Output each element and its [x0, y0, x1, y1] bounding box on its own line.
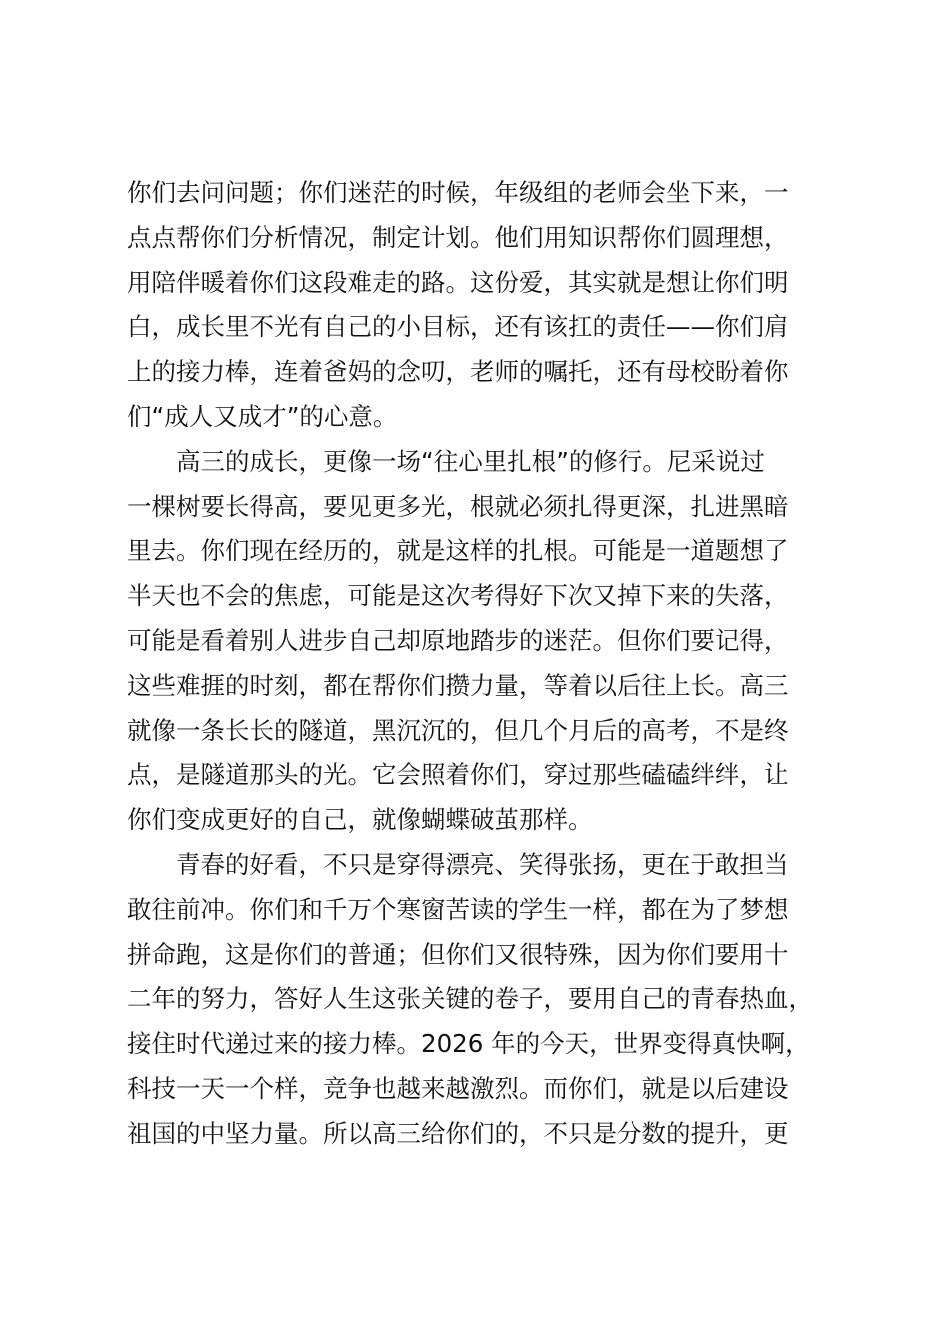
body-text	[127, 171, 833, 1157]
text-line: 祖国的中坚力量。所以高三给你们的，不只是分数的提升，更	[127, 1118, 789, 1148]
text-line: 这些难捱的时刻，都在帮你们攒力量，等着以后往上长。高三	[127, 670, 789, 700]
text-line: 一棵树要长得高，要见更多光，根就必须扎得更深，扎进黑暗	[127, 491, 789, 521]
text-line: 半天也不会的焦虑，可能是这次考得好下次又掉下来的失落，	[127, 581, 789, 611]
text-line: 就像一条长长的隧道，黑沉沉的，但几个月后的高考，不是终	[127, 715, 789, 745]
text-line: 你们变成更好的自己，就像蝴蝶破茧那样。	[127, 805, 593, 835]
text-line: 敢往前冲。你们和千万个寒窗苦读的学生一样，都在为了梦想	[127, 894, 789, 924]
text-line: 可能是看着别人进步自己却原地踏步的迷茫。但你们要记得，	[127, 625, 789, 655]
text-line: 们“成人又成才”的心意。	[127, 401, 398, 431]
text-line: 点，是隧道那头的光。它会照着你们，穿过那些磕磕绊绊，让	[127, 760, 789, 790]
text-line: 二年的努力，答好人生这张关键的卷子，要用自己的青春热血，	[127, 984, 813, 1014]
paragraph-3	[127, 843, 833, 1157]
text-line: 用陪伴暖着你们这段难走的路。这份爱，其实就是想让你们明	[127, 267, 789, 297]
text-line-first: 青春的好看，不只是穿得漂亮、笑得张扬，更在于敢担当	[176, 849, 789, 879]
text-line: 你们去问问题；你们迷茫的时候，年级组的老师会坐下来，一	[127, 178, 789, 207]
text-line: 上的接力棒，连着爸妈的念叨，老师的嘱托，还有母校盼着你	[127, 357, 789, 387]
text-line: 点点帮你们分析情况，制定计划。他们用知识帮你们圆理想，	[127, 222, 789, 252]
paragraph-2	[127, 440, 833, 843]
text-line: 里去。你们现在经历的，就是这样的扎根。可能是一道题想了	[127, 536, 789, 566]
text-line: 白，成长里不光有自己的小目标，还有该扛的责任——你们肩	[127, 312, 789, 342]
text-line: 接住时代递过来的接力棒。2026 年的今天，世界变得真快啊，	[127, 1029, 810, 1059]
paragraph-1	[127, 171, 833, 440]
text-line: 拼命跑，这是你们的普通；但你们又很特殊，因为你们要用十	[127, 939, 789, 969]
text-line-first: 高三的成长，更像一场“往心里扎根”的修行。尼采说过	[176, 446, 765, 476]
text-line: 科技一天一个样，竞争也越来越激烈。而你们，就是以后建设	[127, 1073, 789, 1103]
